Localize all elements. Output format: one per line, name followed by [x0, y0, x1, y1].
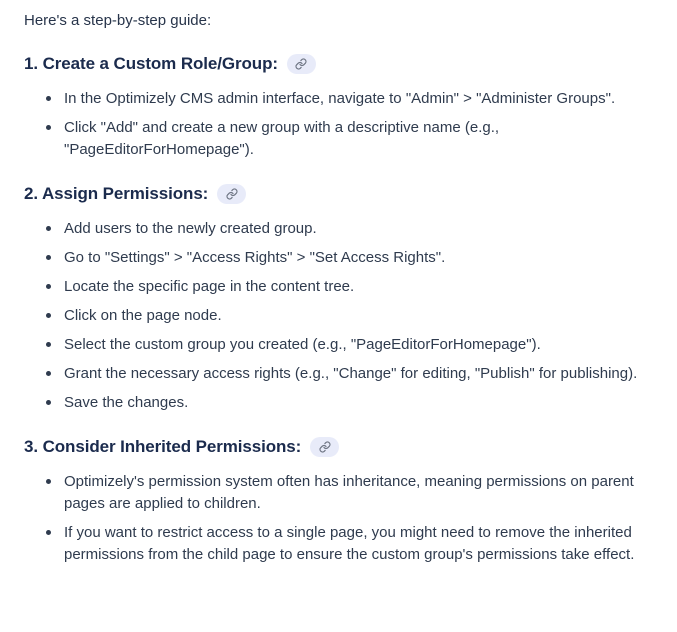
- list-item: Locate the specific page in the content tree.: [24, 276, 657, 298]
- list-item: Click "Add" and create a new group with a descriptive name (e.g., "PageEditorForHomepage").: [24, 117, 657, 161]
- list-item: Add users to the newly created group.: [24, 218, 657, 240]
- heading-anchor-link-button[interactable]: [310, 437, 339, 457]
- heading-anchor-link-button[interactable]: [287, 54, 316, 74]
- list-item: Save the changes.: [24, 392, 657, 414]
- bullet-list: [24, 471, 657, 566]
- intro-text: Here's a step-by-step guide:: [24, 12, 212, 29]
- link-icon: [295, 58, 307, 70]
- section-consider-inherited-permissions: [24, 436, 657, 566]
- link-icon: [226, 188, 238, 200]
- list-item: Select the custom group you created (e.g., "PageEditorForHomepage").: [24, 334, 657, 356]
- section-heading: 2. Assign Permissions:: [24, 184, 209, 203]
- heading-anchor-link-button[interactable]: [217, 184, 246, 204]
- section-heading-row: [24, 53, 657, 74]
- list-item: Click on the page node.: [24, 305, 657, 327]
- bullet-list: [24, 218, 657, 414]
- section-heading-row: [24, 436, 657, 457]
- list-item: Grant the necessary access rights (e.g., "Change" for editing, "Publish" for publishing).: [24, 363, 657, 385]
- list-item: Go to "Settings" > "Access Rights" > "Set Access Rights".: [24, 247, 657, 269]
- section-heading-row: [24, 183, 657, 204]
- list-item: Optimizely's permission system often has inheritance, meaning permissions on parent pages are applied to children.: [24, 471, 657, 515]
- section-create-custom-role: [24, 53, 657, 161]
- bullet-list: [24, 88, 657, 161]
- section-heading: 1. Create a Custom Role/Group:: [24, 54, 278, 73]
- list-item: If you want to restrict access to a single page, you might need to remove the inherited permissions from the child page to ensure the custom group's permissions take effect.: [24, 522, 657, 566]
- list-item: In the Optimizely CMS admin interface, navigate to "Admin" > "Administer Groups".: [24, 88, 657, 110]
- link-icon: [319, 441, 331, 453]
- section-heading: 3. Consider Inherited Permissions:: [24, 437, 302, 456]
- section-assign-permissions: [24, 183, 657, 414]
